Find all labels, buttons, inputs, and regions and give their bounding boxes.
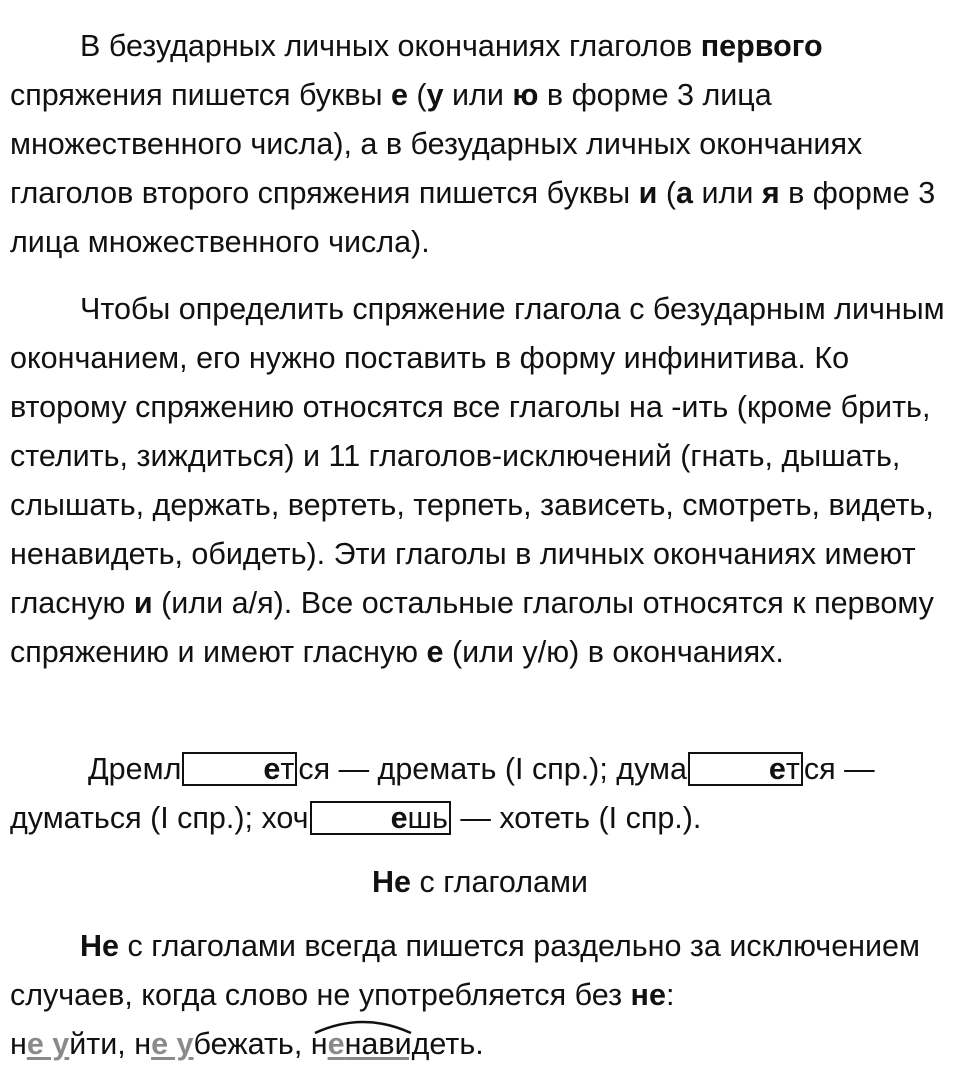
bold-letter-ya: я [761,176,780,210]
text-run: — думаться (I спр.); [10,752,875,835]
text-run: ( [407,78,427,112]
text-run: : [665,978,675,1012]
word-stem: дума [616,752,687,786]
word-rest: йти [69,1027,118,1061]
ending-vowel: е [390,801,408,835]
letter: н [134,1027,152,1061]
root-arc-icon [313,1015,413,1035]
prefix-highlight: е у [26,1027,70,1061]
text-run: исключением случаев, когда слово не употребляется без [10,929,920,1012]
text-run: В безударных личных окончаниях глаголов [80,29,701,63]
text-run: или [693,176,762,210]
bold-first: первого [700,29,823,63]
prefix-highlight: е у [151,1027,194,1061]
ending-box [310,801,451,835]
ending-vowel: е [263,752,281,786]
bold-letter-e: е [390,78,408,112]
ending-rest: т [785,752,800,786]
word-rest: еть. [429,1027,484,1061]
text-run: спряжения пишется буквы [10,78,391,112]
text-run: — хотеть (I спр.). [451,801,702,835]
bold-letter-a: а [676,176,694,210]
ending-box [688,752,803,786]
text-run: Чтобы определить спряжение глагола с безударным личным окончанием, его нужно поставить в форму инфинитива. Ко второму спряжению относятся все глаголы на -ить (кроме брить, стелить, зиждиться) и 11 глаголов-исключений (гнать, дышать, слышать, держать, вертеть, терпеть, зависеть, смотреть, видеть, ненавидеть, обидеть). Эти глаголы в личных окончаниях имеют гласную [10,292,945,620]
text-run: ( [657,176,677,210]
word-rest: бежать [193,1027,294,1061]
letter: н [10,1027,27,1061]
text-run: с глаголами всегда пишется раздельно за [119,929,730,963]
bold-letter-yu: ю [512,78,539,112]
bold-letter-i: и [638,176,658,210]
text-run: в форме 3 лица множественного числа). [10,176,936,259]
bold-ne: не [630,978,666,1012]
ending-rest: шь [407,801,448,835]
text-run: или [443,78,513,112]
example-word [134,1027,294,1061]
separator: , [293,1027,311,1061]
word-suffix: ся [803,752,836,786]
word-stem: л [163,752,182,786]
word-root: навид [344,1027,430,1061]
bold-ne: Не [80,929,119,963]
section-heading [0,858,960,907]
bold-letter-i: и [133,586,153,620]
ending-rest: т [280,752,295,786]
paragraph-examples [10,745,955,843]
text-run: (или а/я). Все остальные глаголы относятся к первому спряжению и имеют гласную [10,586,934,669]
prefix-highlight: е [327,1027,345,1061]
paragraph-conjugation-endings [10,22,955,267]
separator: , [117,1027,135,1061]
text-run: — дремать (I спр.); [330,752,617,786]
letter: н [310,1027,328,1061]
heading-rest: с глаголами [411,865,588,899]
heading-bold: Не [372,865,412,899]
bold-letter-e: е [426,635,444,669]
word-stem: хоч [261,801,309,835]
bold-letter-u: у [426,78,444,112]
paragraph-determine-conjugation [10,285,955,677]
text-run: в форме 3 лица множественного числа), а в безударных личных окончаниях глаголов второго спряжения пишется буквы [10,78,863,210]
example-word [10,1027,117,1061]
paragraph-ne-with-verbs [10,922,955,1069]
word-suffix: ся [298,752,331,786]
text-run: (или у/ю) в окончаниях. [443,635,784,669]
example-word [311,1027,430,1061]
word-stem: Дрем [88,752,164,786]
ending-box [182,752,297,786]
ending-vowel: е [768,752,786,786]
